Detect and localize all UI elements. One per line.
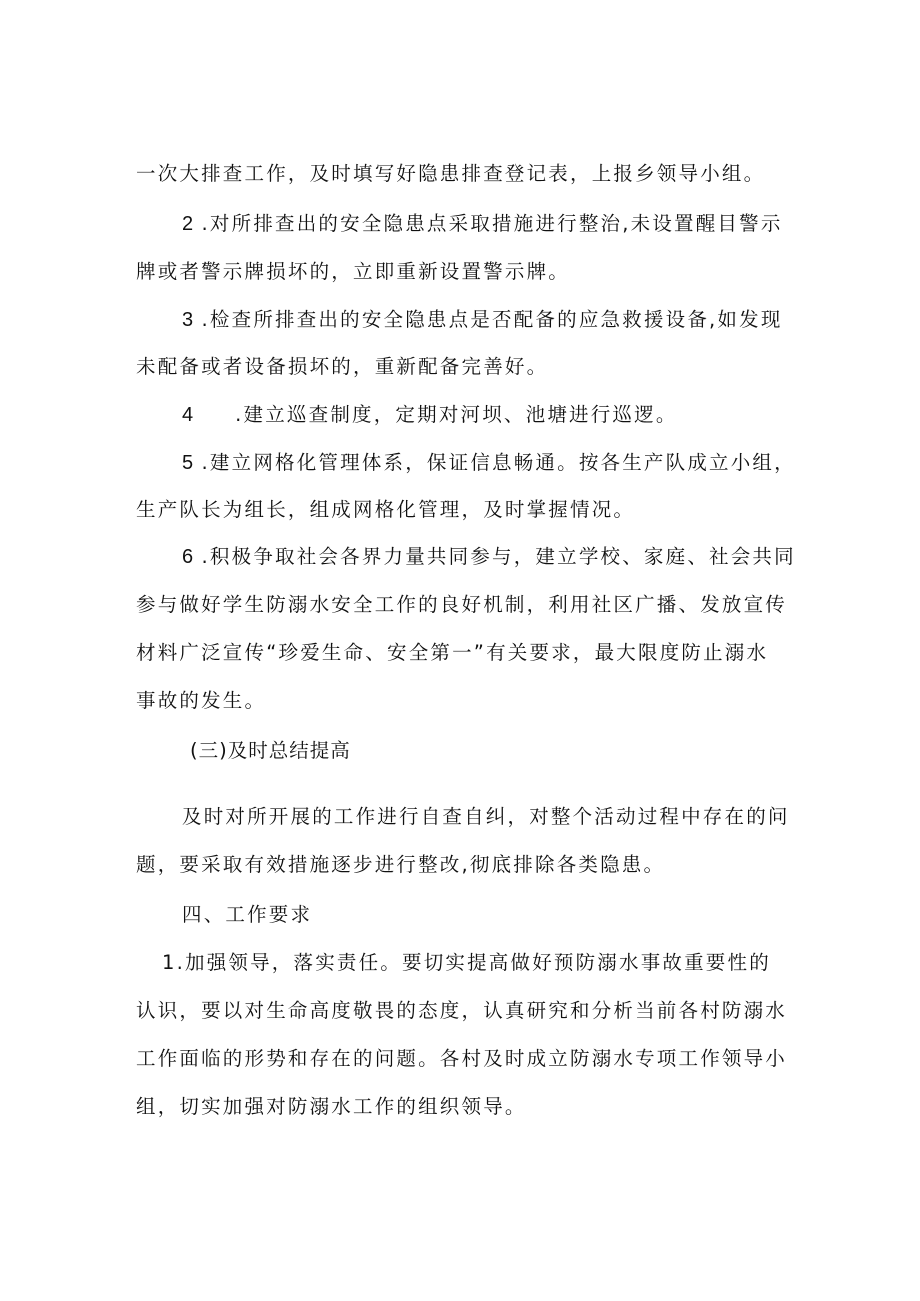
item-3-number: 3	[182, 309, 194, 331]
item-3-line-1	[182, 307, 783, 333]
item-5-line-1	[182, 450, 796, 476]
section-3-line-1: 及时对所开展的工作进行自查自纠，对整个活动过程中存在的问	[182, 805, 790, 828]
requirement-1-line-3: 工作面临的形势和存在的问题。各村及时成立防溺水专项工作领导小	[136, 1047, 788, 1070]
item-4-line-1	[182, 402, 678, 428]
item-5-text: .建立网格化管理体系，保证信息畅通。按各生产队成立小组，	[201, 451, 796, 474]
item-6-line-4: 事故的发生。	[136, 689, 267, 712]
requirement-1-line-2: 认识，要以对生命高度敬畏的态度，认真研究和分析当前各村防溺水	[136, 999, 788, 1022]
item-5-number: 5	[182, 452, 194, 474]
item-6-number: 6	[182, 546, 194, 568]
requirement-1-line-1: 1.加强领导，落实责任。要切实提高做好预防溺水事故重要性的	[162, 951, 771, 974]
item-2-line-1	[182, 211, 783, 237]
item-6-text: .积极争取社会各界力量共同参与，建立学校、家庭、社会共同	[201, 545, 796, 568]
item-2-text: .对所排查出的安全隐患点采取措施进行整治,未设置醒目警示	[201, 212, 783, 235]
item-3-line-2: 未配备或者设备损坏的，重新配备完善好。	[136, 355, 549, 378]
item-2-line-2: 牌或者警示牌损坏的，立即重新设置警示牌。	[136, 260, 571, 283]
item-6-line-3: 材料广泛宣传“珍爱生命、安全第一”有关要求，最大限度防止溺水	[136, 641, 769, 664]
item-3-text: .检查所排查出的安全隐患点是否配备的应急救援设备,如发现	[201, 308, 783, 331]
item-5-line-2: 生产队长为组长，组成网格化管理，及时掌握情况。	[136, 498, 636, 521]
item-6-line-1	[182, 544, 796, 570]
item-6-line-2: 参与做好学生防溺水安全工作的良好机制，利用社区广播、发放宣传	[136, 593, 788, 616]
requirement-1-line-4: 组，切实加强对防溺水工作的组织领导。	[136, 1095, 527, 1118]
section-3-heading: (三)及时总结提高	[190, 739, 351, 762]
section-4-heading: 四、工作要求	[182, 903, 313, 926]
continuation-line: 一次大排查工作，及时填写好隐患排查登记表，上报乡领导小组。	[136, 162, 766, 185]
item-2-number: 2	[182, 213, 194, 235]
item-4-number: 4	[182, 404, 194, 426]
item-4-text: .建立巡查制度，定期对河坝、池塘进行巡逻。	[235, 403, 678, 426]
section-3-line-2: 题，要采取有效措施逐步进行整改,彻底排除各类隐患。	[136, 853, 666, 876]
